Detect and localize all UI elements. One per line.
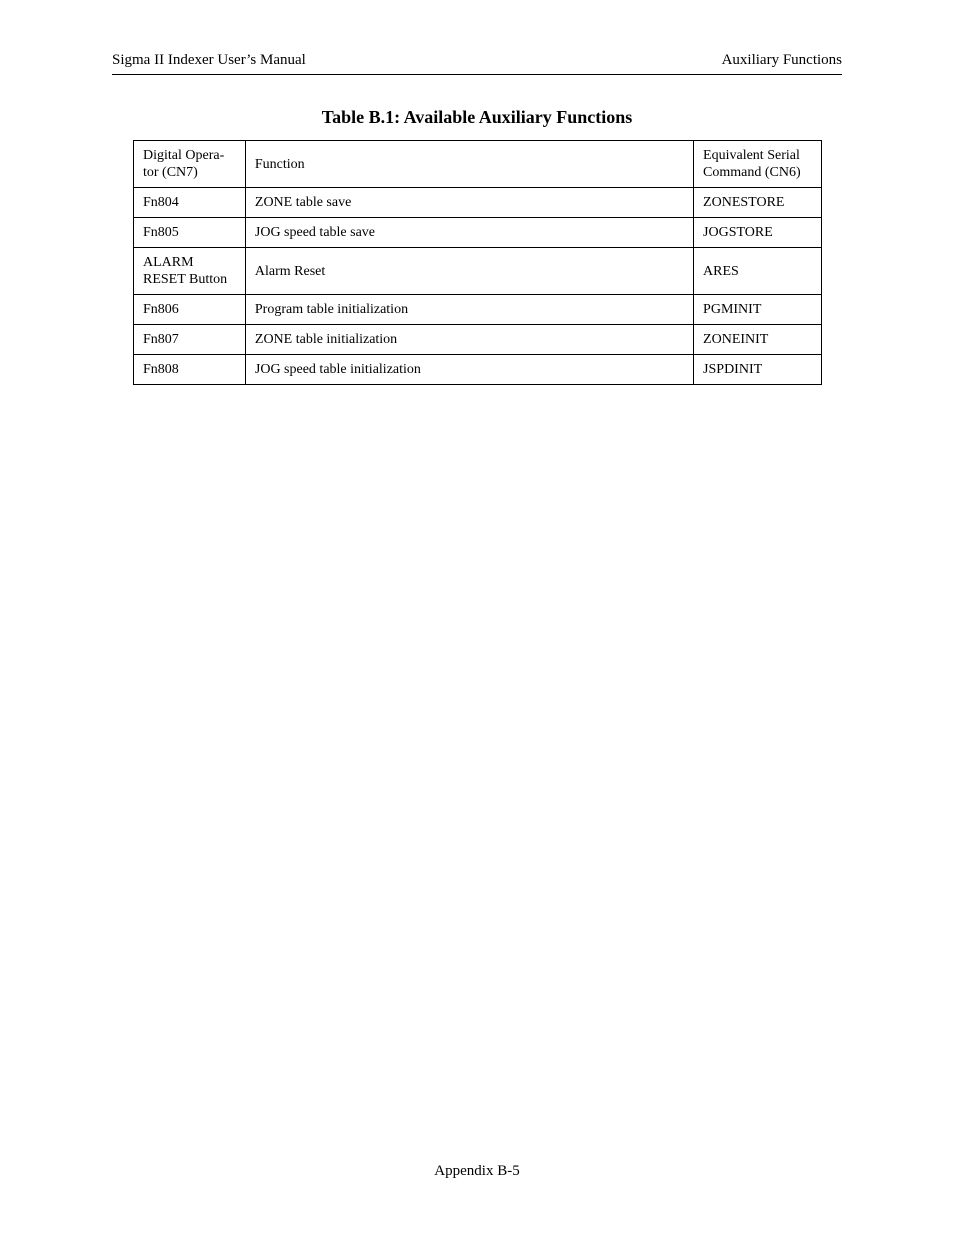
header-serial-line: Command (CN6)	[703, 165, 801, 180]
cell-function: Program table initialization	[245, 295, 693, 325]
table-row	[134, 325, 822, 355]
cell-function: Alarm Reset	[245, 248, 693, 295]
cell-operator: Fn804	[134, 188, 246, 218]
table-row	[134, 188, 822, 218]
cell-serial: JSPDINIT	[694, 355, 822, 385]
cell-serial: PGMINIT	[694, 295, 822, 325]
table-row	[134, 218, 822, 248]
cell-serial: JOGSTORE	[694, 218, 822, 248]
page-number: Appendix B-5	[434, 1163, 520, 1179]
cell-function: JOG speed table initialization	[245, 355, 693, 385]
cell-serial: ZONESTORE	[694, 188, 822, 218]
table-header-row	[134, 141, 822, 188]
header-manual-title: Sigma II Indexer User’s Manual	[112, 52, 306, 68]
cell-function: JOG speed table save	[245, 218, 693, 248]
auxiliary-functions-table	[133, 140, 822, 385]
header-operator-line: Digital Opera-	[143, 148, 225, 163]
header-cell-operator	[134, 141, 246, 188]
cell-operator-line: RESET Button	[143, 272, 228, 287]
table-row	[134, 355, 822, 385]
header-cell-function: Function	[245, 141, 693, 188]
cell-operator: Fn808	[134, 355, 246, 385]
cell-serial: ZONEINIT	[694, 325, 822, 355]
cell-serial: ARES	[694, 248, 822, 295]
header-serial-line: Equivalent Serial	[703, 148, 800, 163]
cell-operator-line: ALARM	[143, 255, 194, 270]
header-cell-serial	[694, 141, 822, 188]
table-caption: Table B.1: Available Auxiliary Functions	[321, 107, 633, 127]
cell-operator	[134, 248, 246, 295]
cell-operator: Fn805	[134, 218, 246, 248]
running-header	[112, 52, 842, 75]
cell-function: ZONE table initialization	[245, 325, 693, 355]
cell-operator: Fn807	[134, 325, 246, 355]
table-row	[134, 295, 822, 325]
cell-operator: Fn806	[134, 295, 246, 325]
header-operator-line: tor (CN7)	[143, 165, 198, 180]
table-row	[134, 248, 822, 295]
header-section-title: Auxiliary Functions	[721, 52, 842, 68]
cell-function: ZONE table save	[245, 188, 693, 218]
